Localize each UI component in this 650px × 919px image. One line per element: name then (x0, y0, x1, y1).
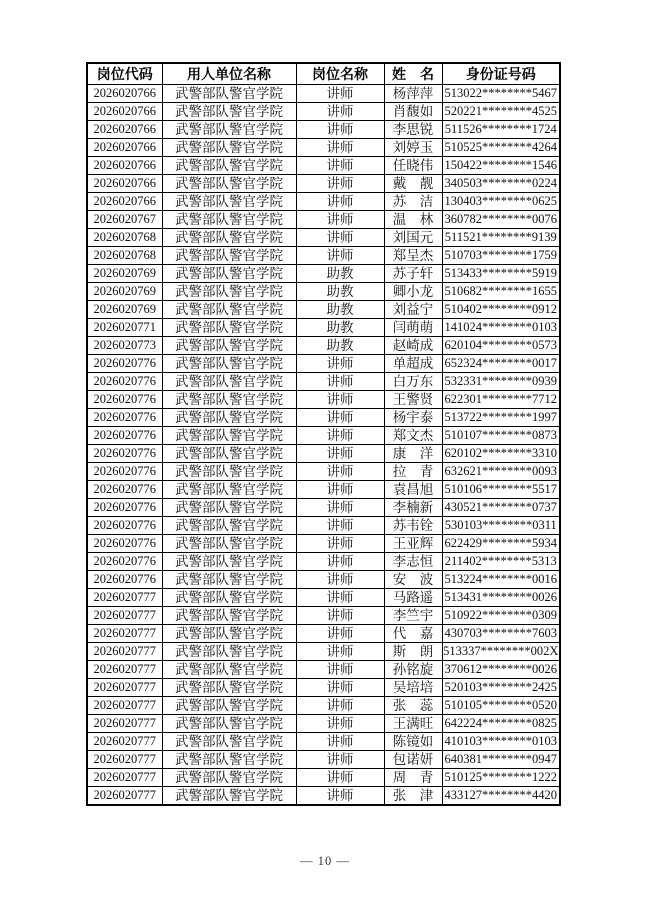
cell-name: 包诺妍 (384, 751, 442, 769)
cell-code: 2026020776 (87, 535, 162, 553)
cell-code: 2026020766 (87, 103, 162, 121)
cell-org: 武警部队警官学院 (162, 121, 296, 139)
cell-title: 讲师 (296, 499, 384, 517)
cell-code: 2026020767 (87, 211, 162, 229)
cell-id: 511521********9139 (442, 229, 560, 247)
cell-name: 温 林 (384, 211, 442, 229)
cell-org: 武警部队警官学院 (162, 427, 296, 445)
cell-id: 620104********0573 (442, 337, 560, 355)
cell-org: 武警部队警官学院 (162, 571, 296, 589)
cell-title: 讲师 (296, 481, 384, 499)
cell-code: 2026020766 (87, 121, 162, 139)
cell-id: 532331********0939 (442, 373, 560, 391)
cell-name: 郑文杰 (384, 427, 442, 445)
cell-name: 王警贤 (384, 391, 442, 409)
cell-name: 李志恒 (384, 553, 442, 571)
cell-title: 讲师 (296, 643, 384, 661)
cell-name: 孙铭旋 (384, 661, 442, 679)
cell-code: 2026020777 (87, 787, 162, 806)
cell-org: 武警部队警官学院 (162, 391, 296, 409)
cell-name: 单超成 (384, 355, 442, 373)
cell-org: 武警部队警官学院 (162, 751, 296, 769)
cell-code: 2026020776 (87, 499, 162, 517)
table-row (87, 481, 560, 499)
table-row (87, 679, 560, 697)
cell-title: 讲师 (296, 787, 384, 806)
table-row (87, 175, 560, 193)
table-row (87, 265, 560, 283)
cell-id: 510105********0520 (442, 697, 560, 715)
table-row (87, 193, 560, 211)
cell-org: 武警部队警官学院 (162, 211, 296, 229)
cell-id: 513022********5467 (442, 85, 560, 103)
cell-name: 白万东 (384, 373, 442, 391)
cell-org: 武警部队警官学院 (162, 301, 296, 319)
cell-title: 讲师 (296, 85, 384, 103)
cell-id: 510402********0912 (442, 301, 560, 319)
cell-title: 讲师 (296, 373, 384, 391)
cell-code: 2026020777 (87, 769, 162, 787)
cell-name: 张 津 (384, 787, 442, 806)
cell-id: 513722********1997 (442, 409, 560, 427)
cell-name: 苏子轩 (384, 265, 442, 283)
cell-title: 讲师 (296, 247, 384, 265)
cell-name: 代 嘉 (384, 625, 442, 643)
cell-name: 王亚辉 (384, 535, 442, 553)
cell-id: 652324********0017 (442, 355, 560, 373)
cell-org: 武警部队警官学院 (162, 247, 296, 265)
cell-org: 武警部队警官学院 (162, 499, 296, 517)
table-row (87, 211, 560, 229)
table-row (87, 769, 560, 787)
cell-title: 助教 (296, 283, 384, 301)
cell-org: 武警部队警官学院 (162, 607, 296, 625)
table-body (87, 85, 560, 806)
cell-name: 陈镜如 (384, 733, 442, 751)
table-row (87, 319, 560, 337)
table-row (87, 733, 560, 751)
table-row (87, 625, 560, 643)
cell-id: 150422********1546 (442, 157, 560, 175)
cell-name: 王满旺 (384, 715, 442, 733)
cell-id: 632621********0093 (442, 463, 560, 481)
table-row (87, 139, 560, 157)
table-row (87, 355, 560, 373)
cell-name: 李思锐 (384, 121, 442, 139)
cell-name: 袁昌旭 (384, 481, 442, 499)
cell-name: 卿小龙 (384, 283, 442, 301)
cell-title: 助教 (296, 265, 384, 283)
cell-title: 讲师 (296, 697, 384, 715)
cell-title: 讲师 (296, 391, 384, 409)
cell-title: 讲师 (296, 733, 384, 751)
cell-code: 2026020777 (87, 751, 162, 769)
table-row (87, 121, 560, 139)
table-row (87, 751, 560, 769)
cell-name: 肖馥如 (384, 103, 442, 121)
cell-code: 2026020777 (87, 643, 162, 661)
cell-name: 戴 靓 (384, 175, 442, 193)
cell-code: 2026020777 (87, 697, 162, 715)
header-cell-title: 岗位名称 (296, 63, 384, 85)
cell-org: 武警部队警官学院 (162, 175, 296, 193)
cell-name: 康 洋 (384, 445, 442, 463)
table-row (87, 85, 560, 103)
cell-code: 2026020776 (87, 355, 162, 373)
cell-title: 讲师 (296, 517, 384, 535)
cell-title: 讲师 (296, 157, 384, 175)
cell-org: 武警部队警官学院 (162, 481, 296, 499)
cell-title: 讲师 (296, 229, 384, 247)
cell-name: 吴培培 (384, 679, 442, 697)
cell-name: 张 蕊 (384, 697, 442, 715)
cell-org: 武警部队警官学院 (162, 679, 296, 697)
cell-code: 2026020776 (87, 409, 162, 427)
table-row (87, 337, 560, 355)
cell-code: 2026020777 (87, 661, 162, 679)
cell-code: 2026020773 (87, 337, 162, 355)
table-row (87, 463, 560, 481)
cell-org: 武警部队警官学院 (162, 625, 296, 643)
cell-id: 620102********3310 (442, 445, 560, 463)
cell-id: 510525********4264 (442, 139, 560, 157)
cell-id: 520103********2425 (442, 679, 560, 697)
cell-id: 433127********4420 (442, 787, 560, 806)
cell-title: 讲师 (296, 679, 384, 697)
cell-id: 370612********0026 (442, 661, 560, 679)
table-row (87, 661, 560, 679)
cell-title: 讲师 (296, 427, 384, 445)
cell-code: 2026020777 (87, 679, 162, 697)
cell-id: 511526********1724 (442, 121, 560, 139)
cell-title: 讲师 (296, 211, 384, 229)
cell-title: 讲师 (296, 553, 384, 571)
cell-code: 2026020776 (87, 391, 162, 409)
cell-code: 2026020777 (87, 607, 162, 625)
table-row (87, 283, 560, 301)
cell-name: 刘婷玉 (384, 139, 442, 157)
table-row (87, 229, 560, 247)
cell-id: 513433********5919 (442, 265, 560, 283)
table-row (87, 301, 560, 319)
table-row (87, 247, 560, 265)
table-row (87, 787, 560, 806)
cell-title: 讲师 (296, 103, 384, 121)
cell-title: 讲师 (296, 607, 384, 625)
cell-code: 2026020776 (87, 463, 162, 481)
cell-org: 武警部队警官学院 (162, 715, 296, 733)
table-row (87, 589, 560, 607)
cell-code: 2026020769 (87, 301, 162, 319)
cell-code: 2026020776 (87, 427, 162, 445)
cell-id: 642224********0825 (442, 715, 560, 733)
cell-id: 130403********0625 (442, 193, 560, 211)
cell-org: 武警部队警官学院 (162, 697, 296, 715)
table-row (87, 553, 560, 571)
page-number: — 10 — (300, 854, 350, 868)
cell-title: 讲师 (296, 661, 384, 679)
cell-id: 640381********0947 (442, 751, 560, 769)
cell-org: 武警部队警官学院 (162, 265, 296, 283)
cell-org: 武警部队警官学院 (162, 85, 296, 103)
cell-code: 2026020776 (87, 517, 162, 535)
cell-code: 2026020776 (87, 553, 162, 571)
cell-org: 武警部队警官学院 (162, 409, 296, 427)
cell-id: 510107********0873 (442, 427, 560, 445)
cell-name: 赵崎成 (384, 337, 442, 355)
cell-title: 讲师 (296, 571, 384, 589)
cell-org: 武警部队警官学院 (162, 229, 296, 247)
cell-id: 510703********1759 (442, 247, 560, 265)
cell-name: 苏韦铨 (384, 517, 442, 535)
cell-org: 武警部队警官学院 (162, 535, 296, 553)
cell-id: 510125********1222 (442, 769, 560, 787)
cell-title: 讲师 (296, 445, 384, 463)
cell-id: 513431********0026 (442, 589, 560, 607)
table-row (87, 103, 560, 121)
cell-title: 讲师 (296, 463, 384, 481)
table-header (87, 63, 560, 85)
cell-org: 武警部队警官学院 (162, 787, 296, 806)
cell-title: 讲师 (296, 751, 384, 769)
cell-id: 520221********4525 (442, 103, 560, 121)
table-row (87, 427, 560, 445)
cell-code: 2026020776 (87, 571, 162, 589)
cell-code: 2026020777 (87, 715, 162, 733)
cell-name: 闫萌萌 (384, 319, 442, 337)
cell-code: 2026020766 (87, 193, 162, 211)
cell-org: 武警部队警官学院 (162, 643, 296, 661)
cell-org: 武警部队警官学院 (162, 589, 296, 607)
cell-title: 讲师 (296, 409, 384, 427)
cell-title: 讲师 (296, 625, 384, 643)
table-row (87, 607, 560, 625)
cell-code: 2026020777 (87, 625, 162, 643)
cell-code: 2026020768 (87, 247, 162, 265)
header-cell-org: 用人单位名称 (162, 63, 296, 85)
cell-name: 杨宇泰 (384, 409, 442, 427)
header-row (87, 63, 560, 85)
cell-code: 2026020769 (87, 283, 162, 301)
cell-name: 李竺宇 (384, 607, 442, 625)
cell-title: 讲师 (296, 193, 384, 211)
table-row (87, 409, 560, 427)
cell-id: 530103********0311 (442, 517, 560, 535)
cell-id: 430521********0737 (442, 499, 560, 517)
cell-name: 杨萍萍 (384, 85, 442, 103)
cell-title: 讲师 (296, 769, 384, 787)
cell-code: 2026020771 (87, 319, 162, 337)
table-row (87, 445, 560, 463)
cell-id: 513337********002X (442, 643, 560, 661)
cell-code: 2026020766 (87, 157, 162, 175)
table-row (87, 643, 560, 661)
cell-id: 510922********0309 (442, 607, 560, 625)
cell-title: 助教 (296, 319, 384, 337)
cell-code: 2026020766 (87, 85, 162, 103)
cell-org: 武警部队警官学院 (162, 337, 296, 355)
cell-title: 助教 (296, 301, 384, 319)
cell-title: 讲师 (296, 715, 384, 733)
cell-org: 武警部队警官学院 (162, 283, 296, 301)
roster-table (86, 62, 561, 806)
cell-id: 510682********1655 (442, 283, 560, 301)
cell-title: 讲师 (296, 355, 384, 373)
cell-title: 助教 (296, 337, 384, 355)
cell-name: 拉 青 (384, 463, 442, 481)
cell-code: 2026020769 (87, 265, 162, 283)
cell-code: 2026020766 (87, 175, 162, 193)
cell-org: 武警部队警官学院 (162, 553, 296, 571)
cell-name: 郑呈杰 (384, 247, 442, 265)
cell-title: 讲师 (296, 121, 384, 139)
cell-code: 2026020777 (87, 589, 162, 607)
cell-org: 武警部队警官学院 (162, 445, 296, 463)
cell-org: 武警部队警官学院 (162, 139, 296, 157)
cell-code: 2026020776 (87, 445, 162, 463)
table-row (87, 391, 560, 409)
cell-name: 任晓伟 (384, 157, 442, 175)
cell-id: 410103********0103 (442, 733, 560, 751)
cell-title: 讲师 (296, 535, 384, 553)
cell-code: 2026020768 (87, 229, 162, 247)
cell-id: 430703********7603 (442, 625, 560, 643)
cell-name: 安 波 (384, 571, 442, 589)
cell-org: 武警部队警官学院 (162, 355, 296, 373)
cell-name: 马路遥 (384, 589, 442, 607)
cell-org: 武警部队警官学院 (162, 103, 296, 121)
cell-org: 武警部队警官学院 (162, 157, 296, 175)
cell-code: 2026020777 (87, 733, 162, 751)
cell-name: 苏 洁 (384, 193, 442, 211)
cell-name: 斯 朗 (384, 643, 442, 661)
cell-title: 讲师 (296, 175, 384, 193)
cell-code: 2026020776 (87, 373, 162, 391)
header-cell-code: 岗位代码 (87, 63, 162, 85)
table-row (87, 157, 560, 175)
table-row (87, 373, 560, 391)
cell-org: 武警部队警官学院 (162, 661, 296, 679)
cell-code: 2026020776 (87, 481, 162, 499)
cell-org: 武警部队警官学院 (162, 319, 296, 337)
cell-org: 武警部队警官学院 (162, 517, 296, 535)
cell-org: 武警部队警官学院 (162, 769, 296, 787)
table-row (87, 499, 560, 517)
cell-name: 刘国元 (384, 229, 442, 247)
cell-name: 李楠新 (384, 499, 442, 517)
cell-org: 武警部队警官学院 (162, 193, 296, 211)
cell-id: 622429********5934 (442, 535, 560, 553)
table-row (87, 517, 560, 535)
cell-title: 讲师 (296, 139, 384, 157)
table-row (87, 571, 560, 589)
cell-org: 武警部队警官学院 (162, 733, 296, 751)
cell-id: 622301********7712 (442, 391, 560, 409)
cell-title: 讲师 (296, 589, 384, 607)
cell-id: 211402********5313 (442, 553, 560, 571)
cell-org: 武警部队警官学院 (162, 373, 296, 391)
cell-id: 141024********0103 (442, 319, 560, 337)
header-cell-name: 姓 名 (384, 63, 442, 85)
cell-id: 513224********0016 (442, 571, 560, 589)
cell-code: 2026020766 (87, 139, 162, 157)
cell-name: 周 青 (384, 769, 442, 787)
cell-id: 360782********0076 (442, 211, 560, 229)
table-row (87, 715, 560, 733)
cell-name: 刘益宁 (384, 301, 442, 319)
header-cell-id: 身份证号码 (442, 63, 560, 85)
table-row (87, 535, 560, 553)
cell-id: 510106********5517 (442, 481, 560, 499)
cell-org: 武警部队警官学院 (162, 463, 296, 481)
table-row (87, 697, 560, 715)
cell-id: 340503********0224 (442, 175, 560, 193)
